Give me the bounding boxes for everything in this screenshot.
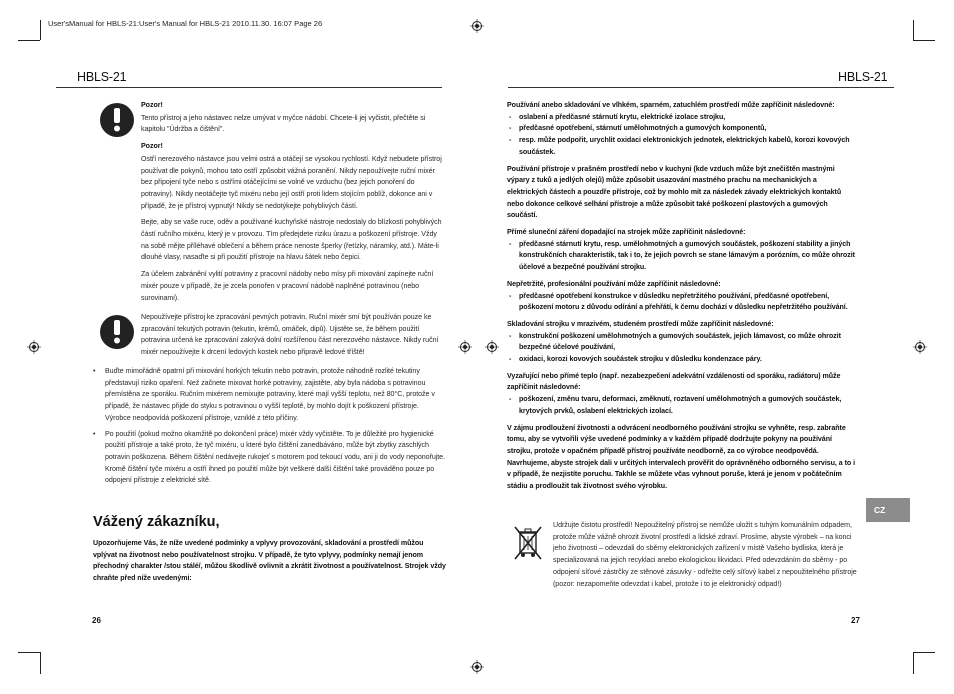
registration-mark-icon (458, 340, 472, 354)
language-tab: CZ (866, 498, 910, 522)
left-bullets (93, 366, 445, 491)
exclamation-warning-icon (100, 103, 134, 137)
registration-mark-icon (470, 660, 484, 674)
right-content (507, 100, 859, 498)
right-header-rule (508, 87, 894, 88)
s7-text: V zájmu prodloužení životnosti a odvrácení neodborného používání strojku se vyhněte, resp. zabraňte tomu, aby se vytvořili výše uvedené podmínky a v každém případě dodržujte pokyny na používání strojku, protože v opačném případě přístroj používáte neodborně, za co výrobce neodpovědá. Navrhujeme, abyste strojek dali v určitých intervalech prověřit do oprávněného odborného servisu, a to i v případě, že nezjistíte poruchu. Takhle se můžete včas vyhnout poruše, která je jenom v počátečním stádiu a prodloužit tak životnost svého výrobku. (507, 423, 856, 491)
s5-item: - konstrukční poškození umělohmotných a gumových součástek, jejich lámavost, co může ohrozit bezpečné účelové používání, (507, 331, 859, 354)
weee-text: Udržujte čistotu prostředí! Nepoužitelný přístroj se nemůže uložit s tuhým komunálním odpadem, protože může vážně ohrozit životní prostředí a lidské zdraví. Prosíme, abyste výrobek – na konci jeho životnosti – odevzdali do sběrny elektronických zařízení v místě Vašeho bydliska, která je specializovaná na jejich recyklaci anebo ekologickou likvidaci. Před odevzdáním do sběrny - po odpojení síťové zástrčky ze stěnové zásuvky - odřežte celý síťový kabel z nepoužitelného přístroje (pozor: nezapomeňte odevzdat i kabel, protože i to je elektronický odpad!) (553, 521, 857, 588)
left-paragraph: Bejte, aby se vaše ruce, oděv a používané kuchyňské nástroje nedostaly do blízkosti pohyblivých částí ručního mixéru, který je v provozu. Tím předejdete riziku úrazu a poškození přístroje. Vždy na sobě mějte příléhavé oblečení a během práce nenoste šperky (řetízky, náramky, atd.). Máte-li dlouhé vlasy, nasaďte si při použití přístroje na hlavu šátek nebo čepici. (141, 218, 442, 262)
page-number-left: 26 (92, 616, 101, 625)
registration-mark-icon (470, 19, 484, 33)
registration-mark-icon (27, 340, 41, 354)
s5-heading: Skladování strojku v mrazivém, studeném prostředí může zapříčinit následovné: (507, 319, 774, 328)
crop-mark (913, 40, 935, 41)
left-paragraph: Za účelem zabránění vylití potraviny z pracovní nádoby nebo mísy při mixování zapínejte ruční mixér pouze v případě, že je zcela ponořen v pracovní nádobě naplněné potravinou (nebo surovinami). (141, 270, 434, 302)
registration-mark-icon (485, 340, 499, 354)
bullet-item: • Buďte mimořádně opatrní při mixování horkých tekutin nebo potravin, protože náhodně rozlité tekutiny představují riziko opaření. Než začnete mixovat horké potraviny, zajistěte, aby byla nádoba s potravinou přemístěna ze sporáku. Ručním mixérem nemixujte potraviny, které mají vyšší teplotu, než 80°C, protože v případě, že nástavec přijde do styku s potravinou o vyšší teplotě, by mohlo dojít k poškození přístroje. Výrobce neodpovídá poškození přístroje, vzniklé z této příčiny. (93, 366, 445, 425)
crop-mark (913, 20, 914, 40)
crossed-bin-icon (512, 523, 544, 563)
s1-item: - oslabení a předčasné stárnutí krytu, elektrické izolace strojku, (507, 112, 859, 124)
left-model-label: HBLS-21 (77, 70, 127, 84)
page-number-right: 27 (851, 616, 860, 625)
crop-mark (913, 652, 914, 674)
crop-mark (913, 652, 935, 653)
warning2-title: Pozor! (141, 142, 163, 151)
crop-mark (40, 652, 41, 674)
s1-heading: Používání anebo skladování ve vlhkém, sparném, zatuchlém prostředí může zapříčinit následovné: (507, 101, 835, 109)
s1-item: - resp. může podpořit, urychlit oxidaci elektronických jednotek, elektrických kabelů, korozi kovových součástek. (507, 135, 859, 158)
warning2-text: Ostří nerezového nástavce jsou velmi ostrá a otáčejí se vysokou rychlostí. Když nebudete přístroj používat dle pokynů, mohou tato ostří způsobit vážná poranění. Nikdy nepoužívejte ruční mixér bez připojení tyče nebo s ostřími otáčejícími se volně ve vzduchu (bez jejich ponoření do potraviny). Nikdy neotáčejte tyč mixéru nebo její ostří proti lidem stojícím poblíž, dokonce ani v případě, že je přístroj vypnutý! Nikdy se nedotýkejte pohyblivých částí. (141, 154, 442, 210)
warning1-text: Tento přístroj a jeho nástavec nelze umývat v myčce nádobí. Chcete-li jej vyčistit, přečtěte si kapitolu "Údržba a čištění". (141, 113, 426, 134)
print-header: User'sManual for HBLS-21:User's Manual for HBLS-21 2010.11.30. 16:07 Page 26 (48, 19, 323, 28)
s6-item: - poškození, změnu tvaru, deformaci, změknutí, roztavení umělohmotných a gumových součástek, krytových prvků, oslabení elektrických izolací. (507, 394, 859, 417)
s4-heading: Nepřetržité, profesionální používání může zapříčinit následovné: (507, 279, 721, 288)
s3-item: - předčasné stárnutí krytu, resp. umělohmotných a gumových součástek, poškození stability a jiných konstrukčních charakteristik, tak i to, že jejich povrch se stane lámavým a porózním, co může ohrozit účelové a bezpečné používání strojku. (507, 239, 859, 274)
s4-item: - předčasné opotřebení konstrukce v důsledku nepřetržitého používání, předčasné opotřebení, poškození motoru z důvodu odírání a přehřátí, k čemu dochází v důsledku nepřetržitého používání. (507, 291, 859, 314)
s2-text: Používání přístroje v prašném prostředí nebo v kuchyni (kde vzduch může být znečištěn mastnými výpary z tuků a jedlých olejů) může způsobit usazování mastného prachu na mechanických a elektrických částech a pouzdře přístroje, což by mohlo mít za následek závady elektrických kontaktů nebo dokonce celkové selhání přístroje a může způsobit také poškození plastových a gumových součástí. (507, 164, 842, 220)
crop-mark (18, 40, 40, 41)
s5-item: - oxidaci, korozi kovových součástek strojku v důsledku kondenzace páry. (507, 354, 859, 366)
warning3-text: Nepoužívejte přístroj ke zpracování pevných potravin. Ruční mixér smí být používán pouze ke zpracování tekutých potravin (tekutin, krémů, omáček, dipů). Ujistěte se, že během použití potravina určená ke zpracování zakrývá dolní rozšířenou část nerezového nástavce. Nikdy ruční mixér nepoužívejte k drcení ledových kostek nebo připravě ledové tříště! (141, 313, 439, 357)
left-warning-block (141, 100, 445, 309)
registration-mark-icon (913, 340, 927, 354)
crop-mark (18, 652, 40, 653)
bullet-item: • Po použití (pokud možno okamžitě po dokončení práce) mixér vždy vyčistěte. To je důležité pro hygienické použití přístroje a také proto, že tyč mixéru, u které bylo čištění zanedbáváno, může být zbytky zaschlých potravin poškozena. Během čištění nedávejte rukojeť s motorem pod tekoucí vodu, ani ji do vody neponořujte. Kromě čištění tyče mixéru a ostří ihned po použití může být veškeré další čištění také prováděno pouze po odpojení přístroje z elektrické sítě. (93, 429, 445, 488)
left-header-rule (56, 87, 442, 88)
right-model-label: HBLS-21 (838, 70, 888, 84)
exclamation-warning-icon (100, 315, 134, 349)
crop-mark (40, 20, 41, 40)
warning1-title: Pozor! (141, 101, 163, 109)
s1-item: - předčasné opotřebení, stárnutí umělohmotných a gumových komponentů, (507, 123, 859, 135)
section-title: Vážený zákazníku, (93, 514, 220, 530)
intro-text: Upozorňujeme Vás, že níže uvedené podmínky a vplyvy provozování, skladování a prostředí můžou vplývat na životnost nebo používatelnost strojku. V případě, že tyto vplyvy, podmínky nemají jenom přechodný charakter /stou stálé/, můžou škodlivě ovlivnit a zkrátit životnost a používatelnost. Strojek vždy chraňte před níže uvedenými: (93, 539, 446, 583)
s6-heading: Vyzařující nebo přímé teplo (např. nezabezpečení adekvátní vzdálenosti od sporáku, radiátoru) může zapříčinit následovné: (507, 371, 841, 392)
s3-heading: Přímé sluneční záření dopadající na strojek může zapříčinit následovné: (507, 228, 746, 237)
